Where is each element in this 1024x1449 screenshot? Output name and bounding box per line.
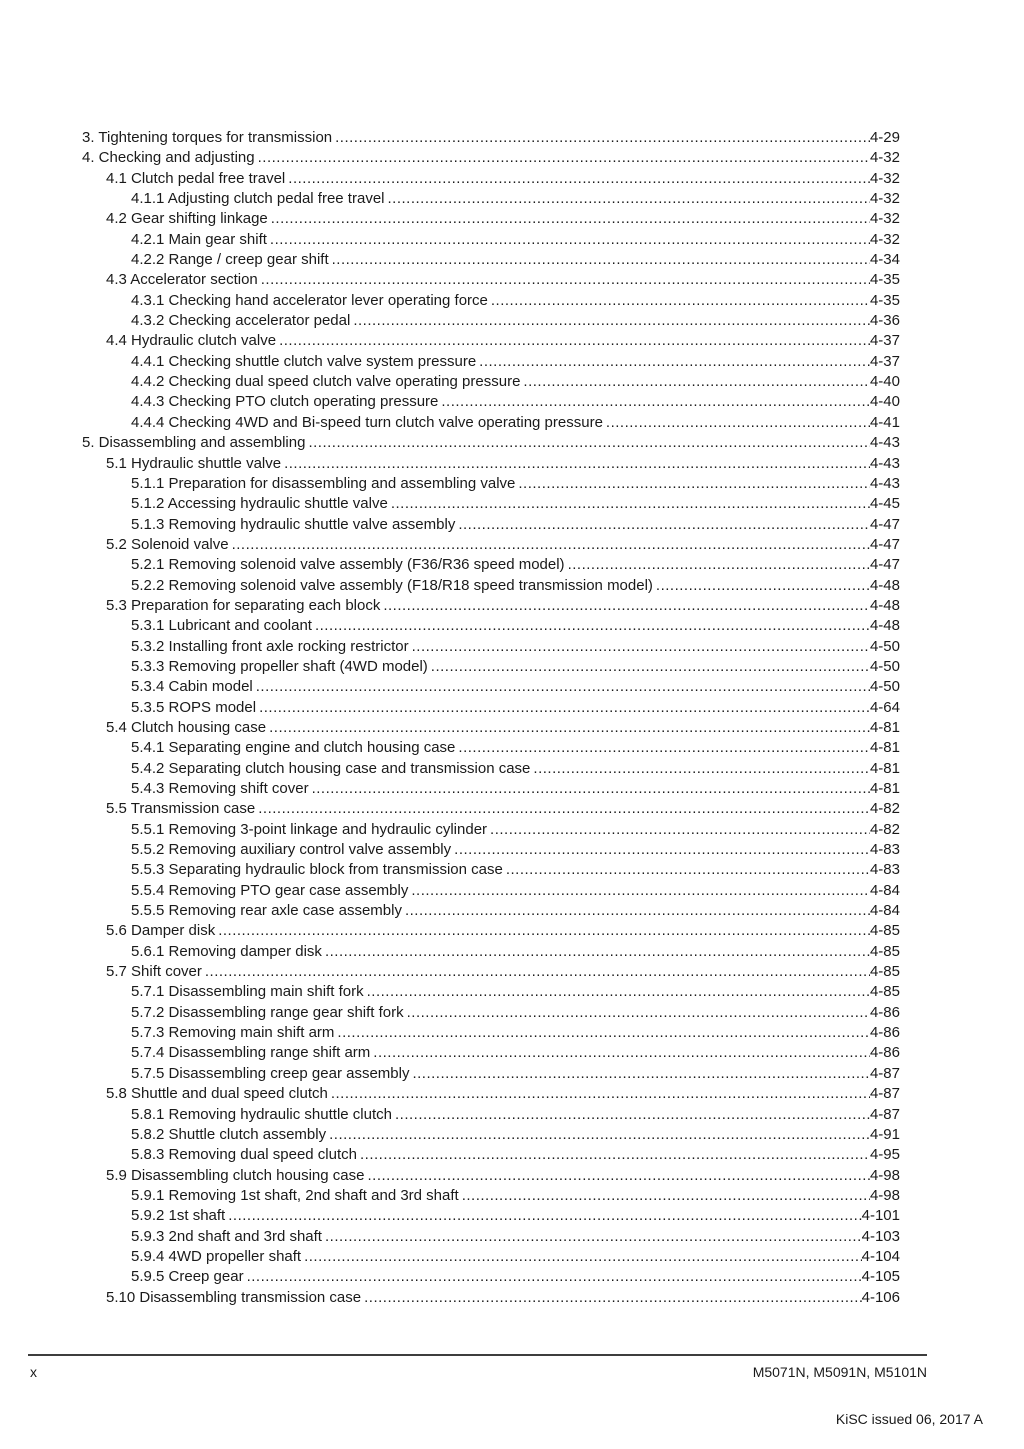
toc-entry-title: 4. Checking and adjusting	[82, 149, 255, 167]
toc-entry-title: 5.3.4 Cabin model	[131, 678, 253, 696]
toc-dot-leader	[326, 1125, 870, 1145]
toc-entry-title: 5.5.4 Removing PTO gear case assembly	[131, 881, 409, 899]
toc-entry-title: 4.4.3 Checking PTO clutch operating pressure	[131, 393, 439, 411]
toc-entry-title: 4.1 Clutch pedal free travel	[106, 169, 286, 187]
toc-dot-leader	[328, 1084, 870, 1104]
toc-entry-page-number: 4-85	[869, 942, 900, 960]
toc-entry-page-number: 4-43	[869, 434, 900, 452]
toc-entry	[131, 637, 900, 657]
toc-entry	[131, 1186, 900, 1206]
toc-dot-leader	[322, 1227, 862, 1247]
toc-entry-page-number: 4-35	[869, 271, 900, 289]
toc-entry	[131, 759, 900, 779]
toc-dot-leader	[258, 270, 870, 290]
toc-entry-title: 4.2.2 Range / creep gear shift	[131, 251, 329, 269]
toc-entry	[106, 1166, 900, 1186]
toc-entry	[131, 311, 900, 331]
toc-dot-leader	[388, 494, 870, 514]
toc-dot-leader	[334, 1023, 870, 1043]
toc-entry-page-number: 4-98	[869, 1166, 900, 1184]
toc-entry-page-number: 4-98	[869, 1186, 900, 1204]
toc-entry-title: 4.4.1 Checking shuttle clutch valve system pressure	[131, 352, 477, 370]
toc-entry	[131, 881, 900, 901]
toc-entry	[106, 209, 900, 229]
toc-dot-leader	[285, 169, 870, 189]
toc-dot-leader	[350, 311, 870, 331]
toc-entry-page-number: 4-32	[869, 149, 900, 167]
footer-page-number: x	[30, 1364, 37, 1380]
toc-dot-leader	[322, 942, 870, 962]
toc-entry	[106, 270, 900, 290]
toc-entry	[82, 148, 900, 168]
toc-dot-leader	[392, 1105, 870, 1125]
toc-entry-title: 5.4 Clutch housing case	[106, 718, 267, 736]
toc-entry-title: 5.9.3 2nd shaft and 3rd shaft	[131, 1227, 322, 1245]
toc-entry	[131, 1105, 900, 1125]
toc-dot-leader	[402, 901, 870, 921]
toc-entry	[131, 860, 900, 880]
toc-dot-leader	[266, 718, 870, 738]
toc-entry	[131, 474, 900, 494]
toc-entry-page-number: 4-84	[869, 902, 900, 920]
toc-entry-page-number: 4-64	[869, 698, 900, 716]
toc-entry	[131, 982, 900, 1002]
toc-entry-title: 4.1.1 Adjusting clutch pedal free travel	[131, 190, 385, 208]
toc-entry-title: 5.7 Shift cover	[106, 963, 202, 981]
toc-dot-leader	[364, 982, 870, 1002]
toc-entry	[131, 494, 900, 514]
toc-entry-title: 5.2.2 Removing solenoid valve assembly (F18/R18 speed transmission model)	[131, 576, 653, 594]
toc-entry-title: 5.3.2 Installing front axle rocking restrictor	[131, 637, 409, 655]
toc-entry-page-number: 4-45	[869, 495, 900, 513]
toc-entry	[131, 250, 900, 270]
toc-entry-title: 5.9.1 Removing 1st shaft, 2nd shaft and 3rd shaft	[131, 1186, 459, 1204]
toc-entry-page-number: 4-47	[869, 535, 900, 553]
toc-entry	[106, 799, 900, 819]
toc-entry	[106, 1084, 900, 1104]
toc-entry-page-number: 4-101	[861, 1207, 900, 1225]
toc-entry-page-number: 4-40	[869, 393, 900, 411]
toc-entry-page-number: 4-87	[869, 1064, 900, 1082]
toc-dot-leader	[487, 820, 870, 840]
toc-entry-title: 5.3 Preparation for separating each block	[106, 596, 381, 614]
toc-dot-leader	[225, 1206, 861, 1226]
toc-dot-leader	[244, 1267, 862, 1287]
toc-entry-page-number: 4-50	[869, 657, 900, 675]
toc-entry	[131, 1267, 900, 1287]
toc-entry-title: 5.1.3 Removing hydraulic shuttle valve assembly	[131, 515, 456, 533]
toc-entry	[131, 515, 900, 535]
footer-model-numbers: M5071N, M5091N, M5101N	[752, 1364, 927, 1380]
toc-entry-page-number: 4-82	[869, 820, 900, 838]
toc-entry	[131, 555, 900, 575]
toc-entry	[131, 291, 900, 311]
toc-dot-leader	[281, 454, 870, 474]
toc-entry-page-number: 4-32	[869, 169, 900, 187]
toc-entry-page-number: 4-87	[869, 1085, 900, 1103]
toc-entry-title: 5.4.2 Separating clutch housing case and transmission case	[131, 759, 531, 777]
toc-dot-leader	[361, 1288, 862, 1308]
toc-entry	[131, 413, 900, 433]
toc-entry-title: 5.3.1 Lubricant and coolant	[131, 617, 312, 635]
toc-entry-page-number: 4-47	[869, 515, 900, 533]
toc-entry-page-number: 4-106	[861, 1288, 900, 1306]
toc-dot-leader	[276, 331, 870, 351]
toc-entry	[131, 1227, 900, 1247]
toc-entry-title: 5.6.1 Removing damper disk	[131, 942, 322, 960]
toc-dot-leader	[309, 779, 870, 799]
toc-entry	[131, 942, 900, 962]
toc-entry-page-number: 4-91	[869, 1125, 900, 1143]
toc-dot-leader	[385, 189, 870, 209]
toc-entry	[131, 1247, 900, 1267]
toc-entry-page-number: 4-50	[869, 637, 900, 655]
toc-entry	[131, 820, 900, 840]
toc-entry-page-number: 4-105	[861, 1268, 900, 1286]
toc-entry-page-number: 4-81	[869, 759, 900, 777]
toc-dot-leader	[404, 1003, 870, 1023]
toc-entry	[131, 352, 900, 372]
toc-dot-leader	[202, 962, 870, 982]
toc-entry-page-number: 4-81	[869, 739, 900, 757]
toc-entry-title: 5.1 Hydraulic shuttle valve	[106, 454, 282, 472]
toc-dot-leader	[455, 515, 870, 535]
toc-entry	[106, 962, 900, 982]
toc-entry-page-number: 4-81	[869, 718, 900, 736]
toc-entry	[131, 1003, 900, 1023]
toc-entry-title: 5.7.5 Disassembling creep gear assembly	[131, 1064, 410, 1082]
toc-entry	[131, 779, 900, 799]
toc-entry-page-number: 4-35	[869, 291, 900, 309]
toc-entry-page-number: 4-82	[869, 800, 900, 818]
toc-entry	[106, 718, 900, 738]
toc-dot-leader	[409, 637, 870, 657]
toc-entry-title: 5.8.2 Shuttle clutch assembly	[131, 1125, 327, 1143]
toc-dot-leader	[305, 433, 870, 453]
toc-dot-leader	[357, 1145, 870, 1165]
toc-entry-page-number: 4-29	[869, 129, 900, 146]
toc-dot-leader	[253, 677, 870, 697]
toc-entry	[131, 677, 900, 697]
footer-divider	[28, 1354, 927, 1356]
toc-entry-title: 5.1.1 Preparation for disassembling and assembling valve	[131, 474, 516, 492]
toc-entry-title: 5.7.2 Disassembling range gear shift fork	[131, 1003, 404, 1021]
toc-dot-leader	[476, 352, 870, 372]
toc-dot-leader	[459, 1186, 870, 1206]
toc-dot-leader	[530, 759, 870, 779]
toc-dot-leader	[267, 230, 870, 250]
toc-dot-leader	[438, 392, 870, 412]
toc-dot-leader	[380, 596, 870, 616]
toc-entry-title: 5.7.3 Removing main shift arm	[131, 1024, 335, 1042]
toc-entry-title: 5.2 Solenoid valve	[106, 535, 229, 553]
toc-dot-leader	[565, 555, 870, 575]
toc-entry-page-number: 4-32	[869, 230, 900, 248]
toc-entry-page-number: 4-43	[869, 454, 900, 472]
toc-entry-page-number: 4-86	[869, 1044, 900, 1062]
toc-entry-title: 5.9.5 Creep gear	[131, 1268, 244, 1286]
toc-entry	[131, 657, 900, 677]
toc-entry	[106, 596, 900, 616]
toc-entry	[82, 128, 900, 148]
toc-entry	[106, 921, 900, 941]
toc-entry-page-number: 4-87	[869, 1105, 900, 1123]
toc-entry-page-number: 4-81	[869, 780, 900, 797]
toc-dot-leader	[503, 860, 870, 880]
toc-entry-page-number: 4-86	[869, 1003, 900, 1021]
toc-entry	[131, 1125, 900, 1145]
toc-entry-title: 5.5.5 Removing rear axle case assembly	[131, 902, 402, 920]
toc-entry-page-number: 4-104	[861, 1247, 900, 1265]
toc-entry	[131, 576, 900, 596]
toc-entry	[131, 616, 900, 636]
toc-entry	[131, 392, 900, 412]
toc-entry-title: 3. Tightening torques for transmission	[82, 129, 333, 146]
toc-entry-title: 5.2.1 Removing solenoid valve assembly (F36/R36 speed model)	[131, 556, 565, 574]
toc-dot-leader	[409, 1064, 870, 1084]
toc-entry	[131, 1206, 900, 1226]
toc-entry-page-number: 4-85	[869, 922, 900, 940]
toc-dot-leader	[520, 372, 870, 392]
toc-dot-leader	[488, 291, 870, 311]
toc-entry-title: 5.1.2 Accessing hydraulic shuttle valve	[131, 495, 388, 513]
toc-entry	[131, 1064, 900, 1084]
toc-entry	[106, 454, 900, 474]
toc-entry-page-number: 4-83	[869, 861, 900, 879]
toc-list	[0, 128, 900, 1308]
toc-dot-leader	[451, 840, 870, 860]
toc-entry-title: 5.7.1 Disassembling main shift fork	[131, 983, 364, 1001]
toc-entry	[106, 535, 900, 555]
toc-entry-title: 5. Disassembling and assembling	[82, 434, 306, 452]
toc-entry-page-number: 4-32	[869, 210, 900, 228]
toc-dot-leader	[515, 474, 870, 494]
toc-entry-page-number: 4-85	[869, 963, 900, 981]
toc-dot-leader	[329, 250, 870, 270]
toc-entry-title: 5.4.1 Separating engine and clutch housing case	[131, 739, 456, 757]
toc-dot-leader	[653, 576, 870, 596]
toc-entry-title: 5.5.2 Removing auxiliary control valve assembly	[131, 841, 452, 859]
toc-entry	[131, 1023, 900, 1043]
toc-entry-title: 4.3.2 Checking accelerator pedal	[131, 312, 351, 330]
toc-entry-page-number: 4-103	[861, 1227, 900, 1245]
toc-dot-leader	[215, 921, 870, 941]
toc-entry-page-number: 4-37	[869, 352, 900, 370]
toc-dot-leader	[408, 881, 870, 901]
toc-entry-title: 5.8.1 Removing hydraulic shuttle clutch	[131, 1105, 392, 1123]
toc-entry-title: 5.3.3 Removing propeller shaft (4WD model)	[131, 657, 428, 675]
toc-dot-leader	[268, 209, 870, 229]
toc-entry-page-number: 4-34	[869, 251, 900, 269]
toc-entry-page-number: 4-37	[869, 332, 900, 350]
toc-entry	[131, 738, 900, 758]
toc-dot-leader	[256, 698, 870, 718]
toc-dot-leader	[255, 799, 870, 819]
toc-entry-title: 5.9.2 1st shaft	[131, 1207, 226, 1225]
toc-entry-title: 5.4.3 Removing shift cover	[131, 780, 309, 797]
toc-dot-leader	[603, 413, 870, 433]
toc-entry-title: 4.3 Accelerator section	[106, 271, 258, 289]
toc-entry-page-number: 4-36	[869, 312, 900, 330]
toc-entry	[131, 840, 900, 860]
toc-entry-page-number: 4-86	[869, 1024, 900, 1042]
toc-entry-title: 5.6 Damper disk	[106, 922, 216, 940]
toc-entry-title: 5.3.5 ROPS model	[131, 698, 257, 716]
toc-entry-title: 5.10 Disassembling transmission case	[106, 1288, 362, 1306]
toc-entry-page-number: 4-47	[869, 556, 900, 574]
toc-dot-leader	[364, 1166, 869, 1186]
toc-entry-title: 4.4.2 Checking dual speed clutch valve operating pressure	[131, 373, 521, 391]
toc-entry	[106, 331, 900, 351]
issue-stamp: KiSC issued 06, 2017 A	[835, 1411, 983, 1427]
toc-dot-leader	[455, 738, 870, 758]
toc-entry-page-number: 4-85	[869, 983, 900, 1001]
toc-entry-page-number: 4-40	[869, 373, 900, 391]
toc-entry-page-number: 4-83	[869, 841, 900, 859]
toc-entry-title: 4.4 Hydraulic clutch valve	[106, 332, 277, 350]
toc-entry-title: 5.8.3 Removing dual speed clutch	[131, 1146, 357, 1164]
toc-entry	[131, 1043, 900, 1063]
toc-entry	[131, 189, 900, 209]
toc-dot-leader	[301, 1247, 862, 1267]
toc-entry-page-number: 4-48	[869, 596, 900, 614]
toc-entry-page-number: 4-50	[869, 678, 900, 696]
toc-entry	[82, 433, 900, 453]
toc-entry	[131, 698, 900, 718]
toc-entry-title: 5.8 Shuttle and dual speed clutch	[106, 1085, 328, 1103]
toc-entry-page-number: 4-95	[869, 1146, 900, 1164]
toc-entry-title: 5.9.4 4WD propeller shaft	[131, 1247, 302, 1265]
toc-entry-title: 4.2.1 Main gear shift	[131, 230, 267, 248]
toc-entry-page-number: 4-43	[869, 474, 900, 492]
toc-dot-leader	[255, 148, 870, 168]
toc-dot-leader	[428, 657, 870, 677]
toc-entry	[131, 230, 900, 250]
toc-dot-leader	[332, 128, 870, 148]
toc-entry-page-number: 4-84	[869, 881, 900, 899]
toc-entry	[131, 372, 900, 392]
toc-entry	[106, 1288, 900, 1308]
toc-entry-title: 4.3.1 Checking hand accelerator lever operating force	[131, 291, 488, 309]
toc-dot-leader	[370, 1043, 870, 1063]
toc-dot-leader	[312, 616, 870, 636]
toc-entry-page-number: 4-32	[869, 190, 900, 208]
toc-entry	[106, 169, 900, 189]
toc-entry-title: 4.2 Gear shifting linkage	[106, 210, 268, 228]
toc-dot-leader	[229, 535, 870, 555]
toc-entry-page-number: 4-48	[869, 576, 900, 594]
toc-entry-title: 4.4.4 Checking 4WD and Bi-speed turn clutch valve operating pressure	[131, 413, 603, 431]
toc-entry	[131, 901, 900, 921]
toc-entry-title: 5.5.1 Removing 3-point linkage and hydraulic cylinder	[131, 820, 488, 838]
toc-entry-title: 5.5.3 Separating hydraulic block from transmission case	[131, 861, 503, 879]
toc-entry-title: 5.7.4 Disassembling range shift arm	[131, 1044, 371, 1062]
toc-entry-title: 5.5 Transmission case	[106, 800, 256, 818]
toc-entry-title: 5.9 Disassembling clutch housing case	[106, 1166, 365, 1184]
toc-entry-page-number: 4-48	[869, 617, 900, 635]
toc-entry	[131, 1145, 900, 1165]
toc-entry-page-number: 4-41	[869, 413, 900, 431]
